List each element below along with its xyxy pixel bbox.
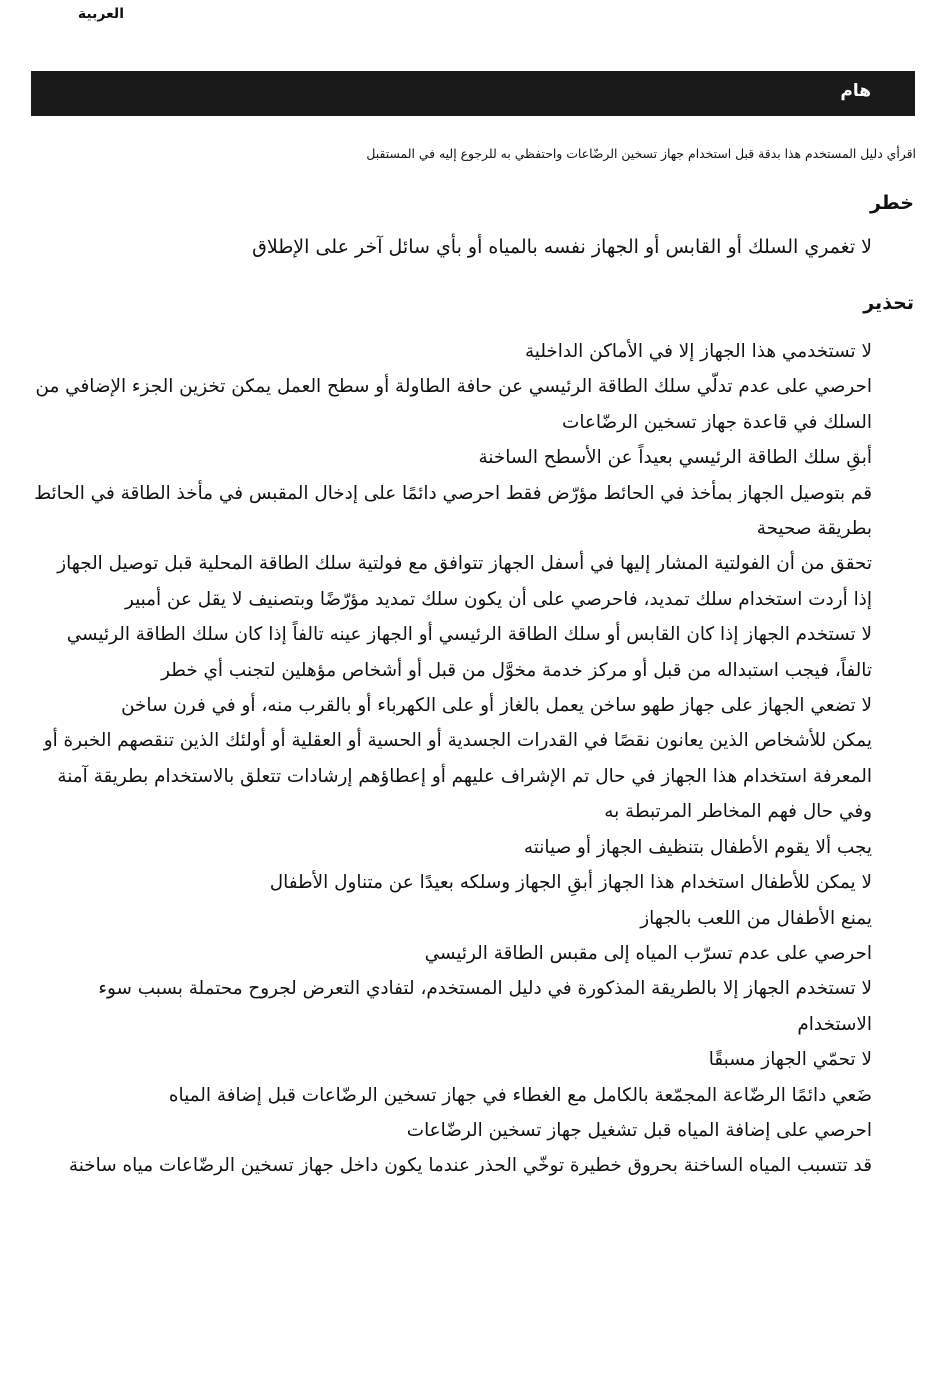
warning-item: احرصي على عدم تسرّب المياه إلى مقبس الطاقة الرئيسي: [424, 942, 872, 964]
warning-item: أبقِ سلك الطاقة الرئيسي بعيداً عن الأسطح الساخنة: [478, 447, 872, 469]
warning-item: تحقق من أن الفولتية المشار إليها في أسفل الجهاز تتوافق مع فولتية سلك الطاقة المحلية قبل توصيل الجهاز: [57, 553, 872, 575]
language-label: العربية: [77, 6, 124, 22]
warning-item: يمكن للأشخاص الذين يعانون نقصًا في القدرات الجسدية أو الحسية أو العقلية أو أولئك الذين تنقصهم الخبرة أو المعرفة استخدام هذا الجهاز في حال تم الإشراف عليهم أو إعطاؤهم إرشادات تتعلق بالاستخدام بطريقة آمنة وفي حال فهم المخاطر المرتبطة به: [43, 730, 872, 823]
intro-text: اقرأي دليل المستخدم هذا بدقة قبل استخدام جهاز تسخين الرضّاعات واحتفظي به للرجوع إليه في المستقبل: [366, 146, 916, 161]
warning-item: لا يمكن للأطفال استخدام هذا الجهاز أبقِ الجهاز وسلكه بعيدًا عن متناول الأطفال: [269, 872, 872, 894]
warning-item: احرصي على إضافة المياه قبل تشغيل جهاز تسخين الرضّاعات: [406, 1119, 872, 1141]
important-banner: [31, 71, 915, 116]
warning-item: يجب ألا يقوم الأطفال بتنظيف الجهاز أو صيانته: [523, 836, 872, 858]
warning-list: [27, 334, 872, 1184]
warning-item: قم بتوصيل الجهاز بمأخذ في الحائط مؤرّض فقط احرصي دائمًا على إدخال المقبس في مأخذ الطاقة في الحائط بطريقة صحيحة: [34, 482, 872, 540]
danger-text: لا تغمري السلك أو القابس أو الجهاز نفسه بالمياه أو بأي سائل آخر على الإطلاق: [252, 236, 872, 258]
warning-item: لا تستخدم الجهاز إذا كان القابس أو سلك الطاقة الرئيسي أو الجهاز عينه تالفاً إذا كان سلك الطاقة الرئيسي تالفاً، فيجب استبداله من قبل أو مركز خدمة مخوَّل من قبل أو أشخاص مؤهلين لتجنب أي خطر: [66, 624, 872, 681]
warning-item: لا تحمّي الجهاز مسبقًا: [708, 1049, 872, 1071]
warning-item: يمنع الأطفال من اللعب بالجهاز: [640, 907, 872, 929]
warning-item: قد تتسبب المياه الساخنة بحروق خطيرة توخّي الحذر عندما يكون داخل جهاز تسخين الرضّاعات مياه ساخنة: [68, 1155, 872, 1177]
warning-item: احرصي على عدم تدلّي سلك الطاقة الرئيسي عن حافة الطاولة أو سطح العمل يمكن تخزين الجزء الإضافي من السلك في قاعدة جهاز تسخين الرضّاعات: [35, 376, 872, 433]
warning-item: ضَعي دائمًا الرضّاعة المجمّعة بالكامل مع الغطاء في جهاز تسخين الرضّاعات قبل إضافة المياه: [168, 1084, 872, 1106]
warning-item: إذا أردت استخدام سلك تمديد، فاحرصي على أن يكون سلك تمديد مؤرّضًا وبتصنيف لا يقل عن أمبير: [124, 588, 872, 610]
banner-title: هام: [840, 81, 871, 101]
warning-heading: تحذير: [863, 292, 914, 314]
danger-heading: خطر: [869, 192, 914, 214]
warning-item: لا تستخدم الجهاز إلا بالطريقة المذكورة في دليل المستخدم، لتفادي التعرض لجروح محتملة بسبب سوء الاستخدام: [98, 978, 872, 1035]
warning-item: لا تضعي الجهاز على جهاز طهو ساخن يعمل بالغاز أو على الكهرباء أو بالقرب منه، أو في فرن ساخن: [121, 695, 872, 717]
warning-item: لا تستخدمي هذا الجهاز إلا في الأماكن الداخلية: [524, 341, 872, 362]
